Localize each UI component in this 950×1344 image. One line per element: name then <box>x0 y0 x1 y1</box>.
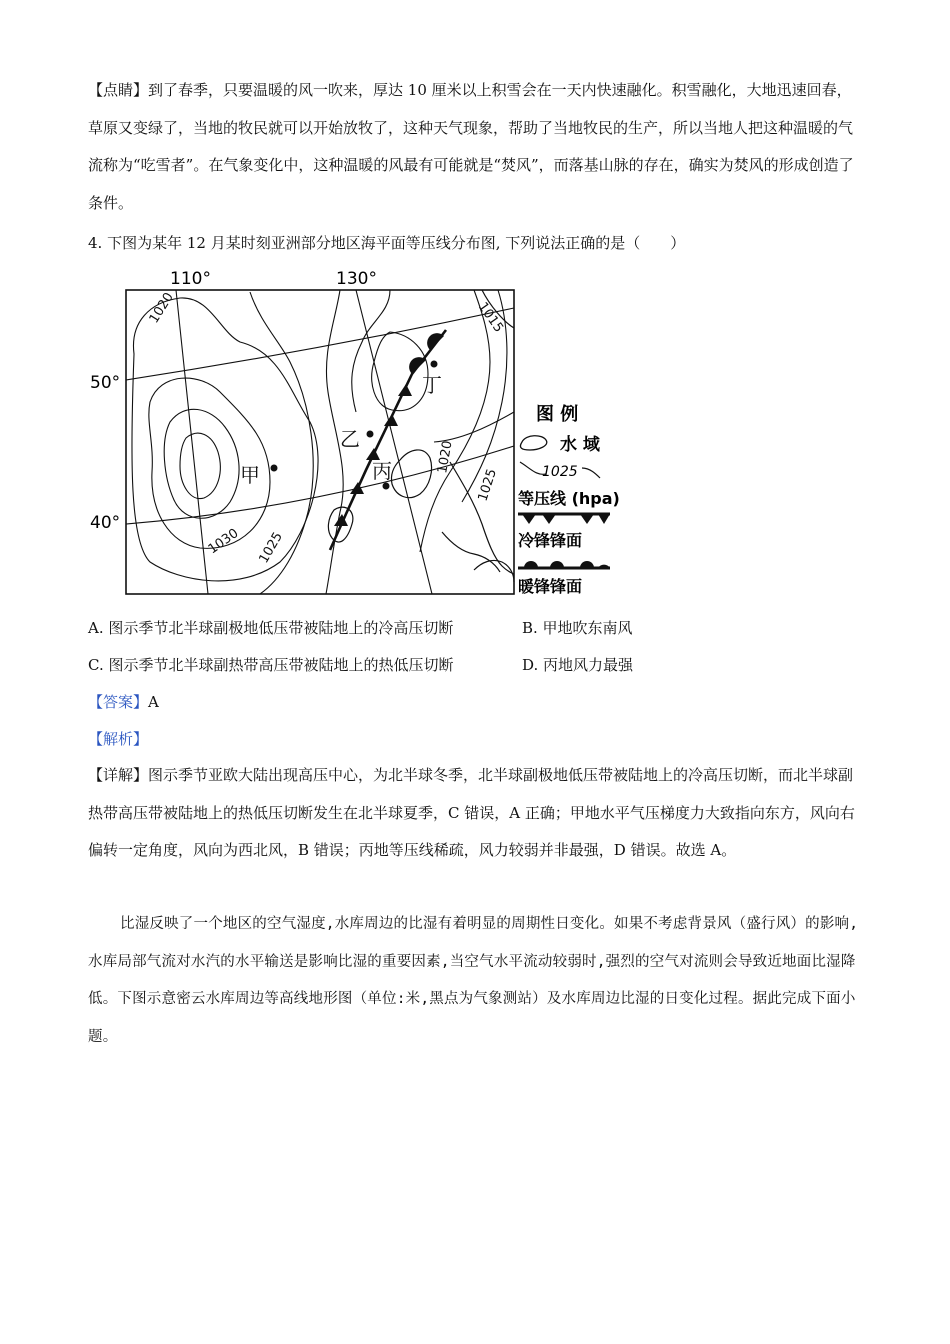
lat-label-50: 50° <box>90 373 121 393</box>
place-ding: 丁 <box>422 373 442 397</box>
option-d: D. 丙地风力最强 <box>522 656 634 674</box>
legend-water-symbol <box>520 436 546 450</box>
isobar-lines <box>132 290 514 594</box>
isobar-label-1025-e: 1025 <box>475 467 501 504</box>
legend-isobar-label: 等压线 (hpa) <box>518 489 620 508</box>
option-a: A. 图示季节北半球副极地低压带被陆地上的冷高压切断 <box>88 619 454 637</box>
legend-cold-front-label: 冷锋锋面 <box>518 531 583 550</box>
place-bing: 丙 <box>372 459 392 483</box>
place-jia: 甲 <box>240 463 260 487</box>
option-c: C. 图示季节北半球副热带高压带被陆地上的热低压切断 <box>88 656 454 674</box>
detail-text: 图示季节亚欧大陆出现高压中心，为北半球冬季，北半球副极地低压带被陆地上的冷高压切断，而北半球副热带高压带被陆地上的热低压切断发生在北半球夏季，C 错误，A 正确；甲地水平气压梯度力大致指向东方，风向右偏转一定角度，风向为西北风，B 错误；丙地等压线稀疏，风力较弱并非最强，D 错误。故选 A。 <box>88 766 855 859</box>
isobar-label-1020-nw: 1020 <box>146 290 177 327</box>
option-b: B. 甲地吹东南风 <box>522 619 633 637</box>
detail-paragraph <box>88 757 863 870</box>
dianjing-paragraph <box>88 72 863 222</box>
lon-label-110: 110° <box>170 269 211 289</box>
isobar-map-figure <box>90 262 650 602</box>
answer-tag: 【答案】 <box>88 693 149 711</box>
legend-water-label: 水 域 <box>560 435 600 455</box>
dianjing-tag: 【点睛】 <box>88 81 149 99</box>
isobar-label-1025-sw: 1025 <box>256 529 287 566</box>
legend-isobar-value: 1025 <box>542 464 578 480</box>
cold-front-triangles <box>334 384 412 526</box>
answer-value: A <box>148 693 159 711</box>
detail-tag: 【详解】 <box>88 766 149 784</box>
map-legend <box>518 403 620 596</box>
lon-label-130: 130° <box>336 269 377 289</box>
dianjing-text: 到了春季，只要温暖的风一吹来，厚达 10 厘米以上积雪会在一天内快速融化。积雪融化，大地迅速回春，草原又变绿了，当地的牧民就可以开始放牧了，这种天气现象，帮助了当地牧民的生产，所以当地人把这种温暖的气流称为“吃雪者”。在气象变化中，这种温暖的风最有可能就是“焚风”，而落基山脉的存在，确实为焚风的形成创造了条件。 <box>88 81 854 212</box>
place-dots <box>271 361 438 490</box>
isobar-label-1030: 1030 <box>205 526 242 558</box>
next-passage: 比湿反映了一个地区的空气湿度,水库周边的比湿有着明显的周期性日变化。如果不考虑背景风（盛行风）的影响,水库局部气流对水汽的水平输送是影响比湿的重要因素,当空气水平流动较弱时,强烈的空气对流则会导致近地面比湿降低。下图示意密云水库周边等高线地形图（单位:米,黑点为气象测站）及水库周边比湿的日变化过程。据此完成下面小题。 <box>88 916 859 1045</box>
place-yi: 乙 <box>340 427 360 451</box>
answer-line <box>88 691 159 712</box>
lat-label-40: 40° <box>90 513 121 533</box>
legend-title: 图 例 <box>536 404 579 425</box>
isobar-label-1020-e: 1020 <box>435 439 456 475</box>
isobar-label-1015: 1015 <box>474 299 506 336</box>
legend-warm-front-label: 暖锋锋面 <box>518 577 583 596</box>
question-stem: 4. 下图为某年 12 月某时刻亚洲部分地区海平面等压线分布图, 下列说法正确的是（ ） <box>88 234 686 252</box>
place-labels <box>240 373 442 487</box>
analysis-tag: 【解析】 <box>88 730 149 748</box>
